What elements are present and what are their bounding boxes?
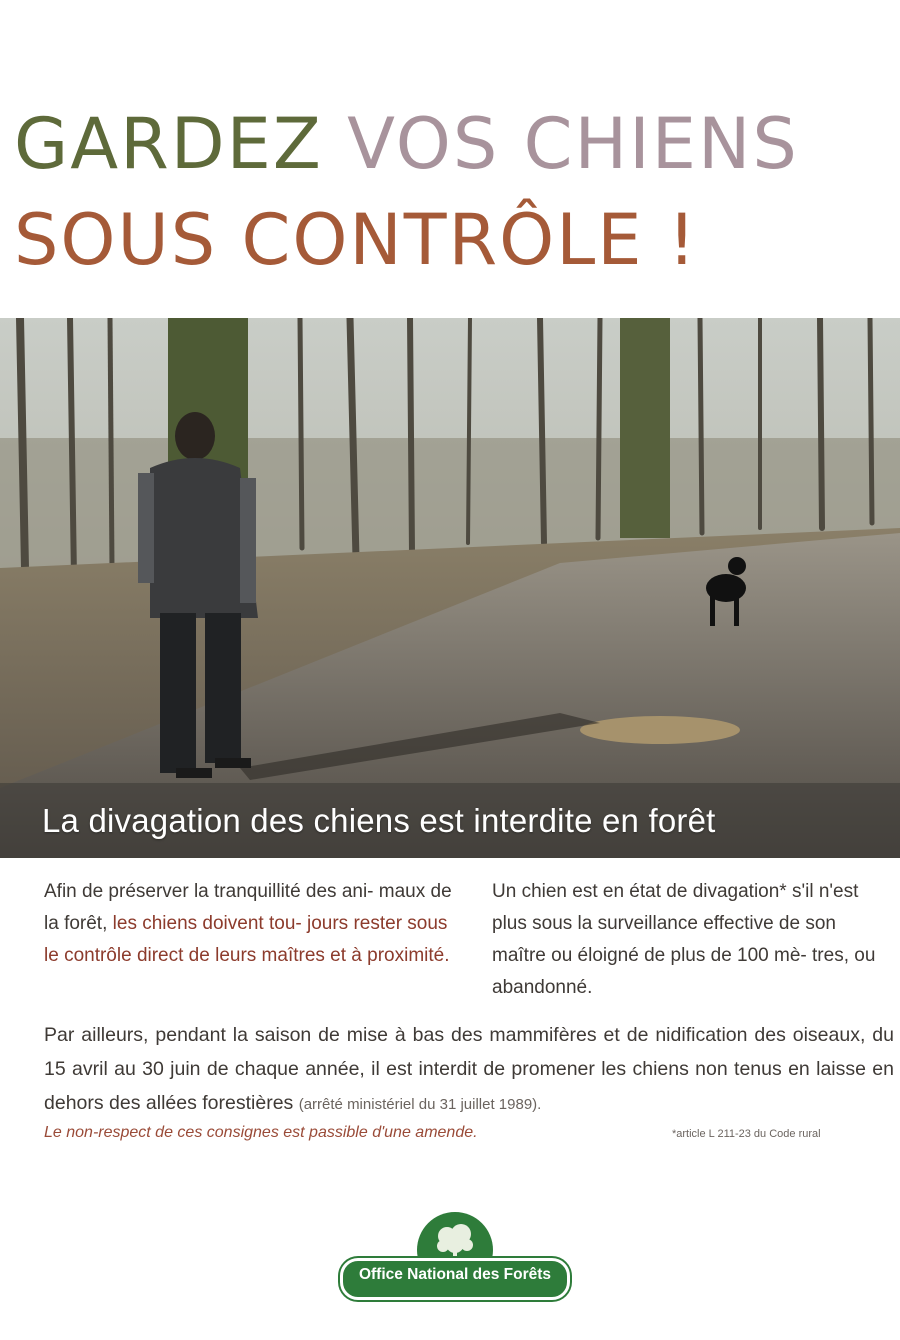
- decree-reference: (arrêté ministériel du 31 juillet 1989).: [298, 1096, 542, 1113]
- intro-highlight: les chiens doivent tou- jours rester sous le contrôle direct de leurs maîtres et à proximité.: [44, 913, 450, 966]
- title-word-gardez: GARDEZ: [14, 103, 323, 186]
- intro-paragraph: [44, 876, 464, 972]
- intro-text: Afin de préserver la tranquillité des ani- maux de la forêt,: [44, 881, 452, 934]
- poster-title: [14, 103, 894, 282]
- season-paragraph: [44, 1018, 894, 1122]
- title-line-2: SOUS CONTRÔLE !: [14, 199, 698, 282]
- forest-photo: [0, 318, 900, 858]
- footnote: *article L 211-23 du Code rural: [672, 1128, 821, 1140]
- title-word-vos-chiens: VOS CHIENS: [347, 103, 799, 186]
- logo-text: Office National des Forêts: [358, 1266, 552, 1283]
- title-line-1: [14, 103, 894, 205]
- photo-caption: La divagation des chiens est interdite en forêt: [42, 802, 716, 839]
- divagation-definition: Un chien est en état de divagation* s'il n'est plus sous la surveillance effective de son maître ou éloigné de plus de 100 mè- tres, ou abandonné.: [492, 881, 876, 998]
- fine-warning: Le non-respect de ces consignes est passible d'une amende.: [44, 1124, 478, 1141]
- season-text: Par ailleurs, pendant la saison de mise à bas des mammifères et de nidification des oiseaux, du 15 avril au 30 juin de chaque année, il est interdit de promener les chiens non tenus en laisse en dehors des allées forestières: [44, 1024, 894, 1114]
- onf-logo: [340, 1212, 570, 1312]
